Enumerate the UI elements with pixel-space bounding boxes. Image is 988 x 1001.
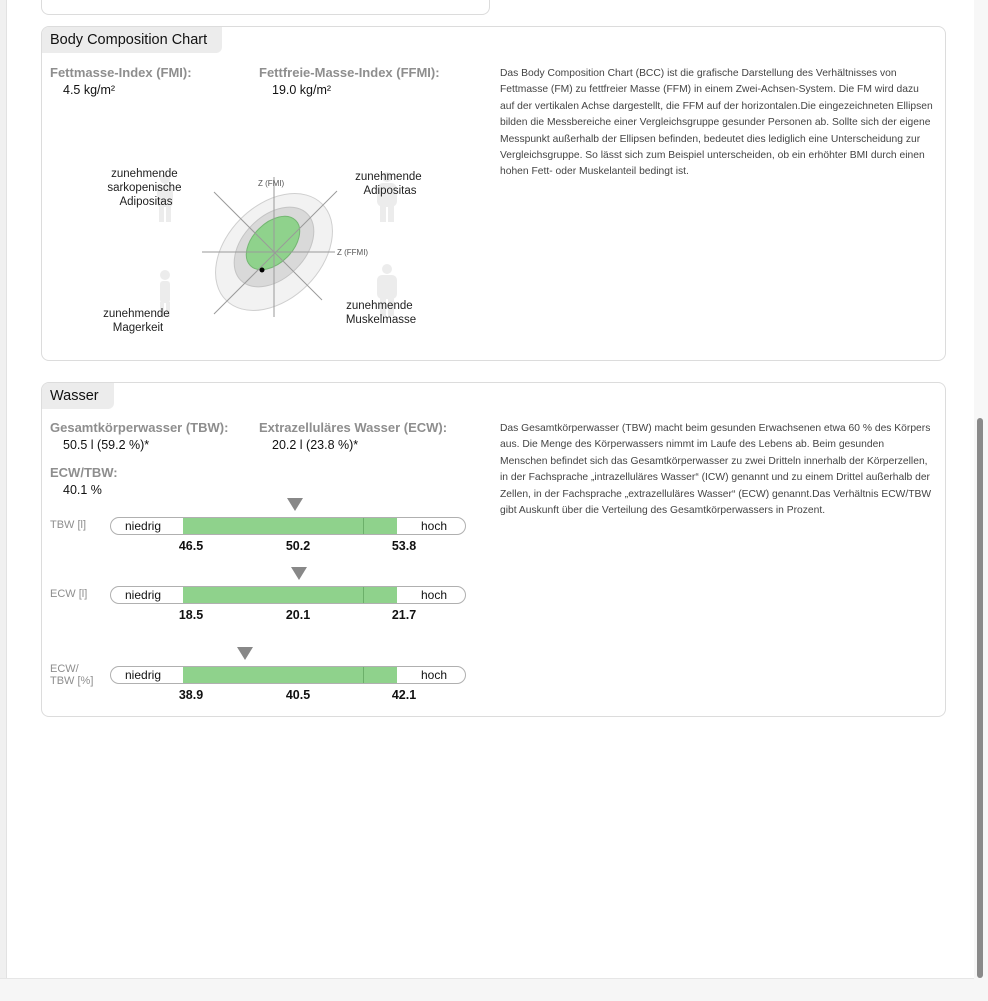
fmi-label: Fettmasse-Index (FMI):	[50, 65, 192, 80]
ecw-tbw-value: 40.1 %	[63, 483, 102, 497]
bar-ecw-tbw-low-label: niedrig	[125, 668, 162, 682]
bar-ecw	[50, 580, 470, 640]
bar-tbw-tick-high: 53.8	[391, 539, 417, 553]
bar-tbw-label: TBW [l]	[50, 519, 87, 531]
bar-ecw-tbw-track	[110, 666, 466, 684]
previous-panel-bottom	[41, 0, 490, 15]
wasser-description: Das Gesamtkörperwasser (TBW) macht beim gesunden Erwachsenen etwa 60 % des Körpers aus. Die Menge des Körperwassers nimmt im Laufe des Lebens ab. Beim gesunden Menschen befindet sich das Gesamtkörperwasser zu zwei Dritteln innerhalb der Körperzellen, in der Fachsprache „intrazelluläres Wasser“ (ICW) genannt und zu einem Drittel außerhalb der Zellen, in der Fachsprache „extrazelluläres Wasser“ (ECW) genannt.Das Verhältnis ECW/TBW gibt Auskunft über die Verteilung des Gesamtkörperwassers in Prozent.	[500, 423, 932, 517]
ecw-tbw-label: ECW/TBW:	[50, 465, 118, 480]
window-left-edge	[0, 0, 7, 980]
bar-tbw-normal-range	[183, 518, 397, 534]
label-top-left: zunehmende sarkopenische Adipositas	[107, 168, 182, 208]
bar-ecw-tbw-normal-range	[183, 667, 397, 683]
scrollbar-track[interactable]	[974, 0, 988, 980]
ecw-value: 20.2 l (23.8 %)*	[272, 438, 359, 452]
bar-tbw	[50, 511, 470, 571]
axis-label-y: Z (FMI)	[258, 179, 285, 188]
tbw-field	[50, 420, 228, 452]
bar-ecw-tbw-high-label: hoch	[420, 668, 447, 682]
ecw-tbw-field	[50, 465, 118, 497]
bcc-panel	[41, 26, 946, 361]
wasser-panel	[41, 382, 946, 717]
body-composition-chart	[67, 137, 447, 337]
bar-ecw-tbw-tick-low: 38.9	[178, 688, 204, 702]
bar-ecw-tbw-marker	[237, 647, 253, 660]
bar-ecw-tbw-label: ECW/ TBW [%]	[50, 663, 94, 687]
bar-tbw-high-label: hoch	[420, 519, 447, 533]
tbw-value: 50.5 l (59.2 %)*	[63, 438, 150, 452]
bar-tbw-track	[110, 517, 466, 535]
ffmi-value: 19.0 kg/m²	[272, 83, 332, 97]
ffmi-field	[259, 65, 440, 97]
bar-ecw-tbw-tick-mid: 40.5	[285, 688, 311, 702]
tbw-label: Gesamtkörperwasser (TBW):	[50, 420, 229, 435]
bar-ecw-normal-range	[183, 587, 397, 603]
label-bottom-right: zunehmende Muskelmasse	[345, 300, 417, 326]
window-bottom-edge	[0, 978, 988, 1001]
bar-ecw-low-label: niedrig	[125, 588, 162, 602]
bar-ecw-tick-low: 18.5	[178, 608, 204, 622]
bcc-description: Das Body Composition Chart (BCC) ist die grafische Darstellung des Verhältnisses von Fettmasse (FM) zu fettfreier Masse (FFM) in einem Zwei-Achsen-System. Die FM wird dazu auf der vertikalen Achse dargestellt, die FFM auf der horizontalen.Die eingezeichneten Ellipsen bilden die Messbereiche einer Vergleichsgruppe gesunder Personen ab. Sollte sich der eigene Messpunkt außerhalb der Ellipsen befinden, bedeutet dies lediglich eine Unterscheidung zur Vergleichsgruppe. So lässt sich zum Beispiel unterscheiden, ob ein erhöhter BMI durch einen hohen Fett- oder Muskelanteil bedingt ist.	[500, 68, 933, 178]
bar-ecw-high-label: hoch	[420, 588, 447, 602]
bar-ecw-tick-mid: 20.1	[285, 608, 311, 622]
label-top-right: zunehmende Adipositas	[355, 171, 422, 197]
label-bottom-left: zunehmende Magerkeit	[103, 308, 170, 334]
fmi-field	[50, 65, 192, 97]
scrollbar-thumb[interactable]	[977, 418, 983, 978]
bar-ecw-track	[110, 586, 466, 604]
bar-ecw-label: ECW [l]	[50, 588, 88, 600]
bcc-panel-title: Body Composition Chart	[42, 27, 222, 53]
bar-tbw-tick-low: 46.5	[178, 539, 204, 553]
fmi-value: 4.5 kg/m²	[63, 83, 116, 97]
bar-ecw-marker	[291, 567, 307, 580]
ecw-field	[259, 420, 447, 452]
measurement-point	[260, 268, 265, 273]
bar-ecw-tbw-tick-high: 42.1	[391, 688, 417, 702]
bar-ecw-tbw	[50, 660, 470, 720]
bar-tbw-low-label: niedrig	[125, 519, 162, 533]
ffmi-label: Fettfreie-Masse-Index (FFMI):	[259, 65, 440, 80]
axis-label-x: Z (FFMI)	[337, 248, 369, 257]
wasser-panel-title: Wasser	[42, 383, 114, 409]
ecw-label: Extrazelluläres Wasser (ECW):	[259, 420, 448, 435]
bar-ecw-tick-high: 21.7	[391, 608, 417, 622]
bar-tbw-marker	[287, 498, 303, 511]
bar-tbw-tick-mid: 50.2	[285, 539, 311, 553]
